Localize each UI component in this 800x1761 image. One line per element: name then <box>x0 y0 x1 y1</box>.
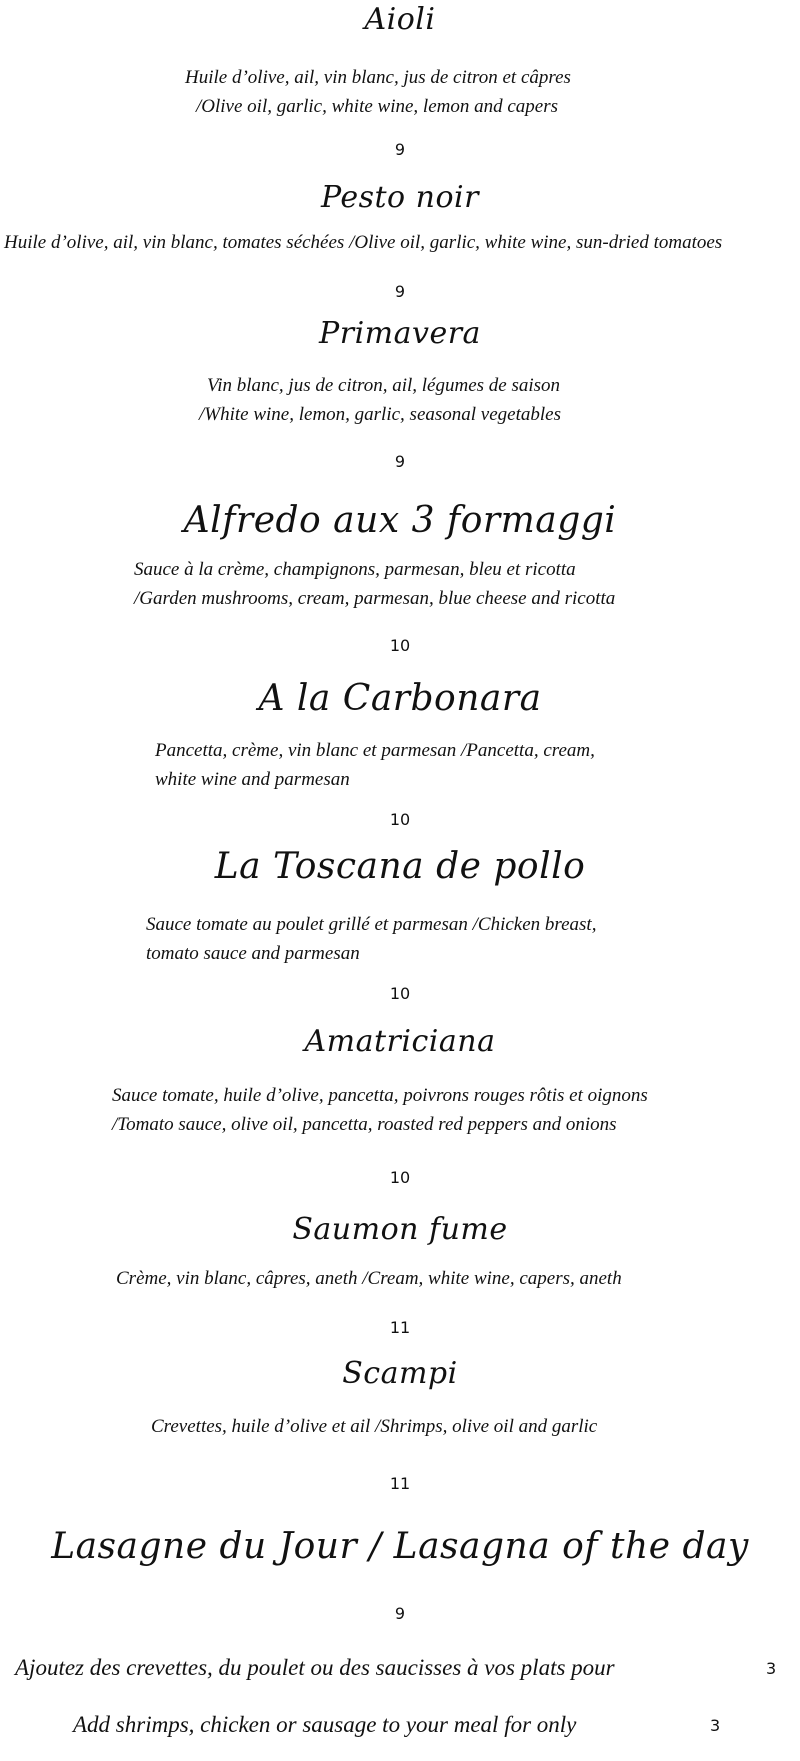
dish-title-pesto-noir: Pesto noir <box>321 180 479 215</box>
dish-title-primavera: Primavera <box>319 316 481 351</box>
supplement-note-fr: Ajoutez des crevettes, du poulet ou des saucisses à vos plats pour <box>15 1655 615 1680</box>
dish-title-carbonara: A la Carbonara <box>258 678 542 719</box>
supplement-note-en: Add shrimps, chicken or sausage to your meal for only <box>73 1712 577 1737</box>
dish-description-line: /Tomato sauce, olive oil, pancetta, roasted red peppers and onions <box>112 1114 617 1135</box>
dish-price: 9 <box>394 282 406 301</box>
dish-title-scampi: Scampi <box>342 1356 458 1391</box>
dish-description-line: tomato sauce and parmesan <box>146 943 360 964</box>
dish-description-line: /Olive oil, garlic, white wine, lemon and capers <box>196 96 559 117</box>
dish-price: 9 <box>394 452 406 471</box>
dish-description-line: Huile d’olive, ail, vin blanc, jus de citron et câpres <box>185 67 571 88</box>
supplement-price-en: 3 <box>710 1716 721 1735</box>
dish-title-lasagne: Lasagne du Jour / Lasagna of the day <box>51 1526 749 1567</box>
dish-description-line: Crevettes, huile d’olive et ail /Shrimps, olive oil and garlic <box>151 1416 598 1437</box>
dish-description-line: Pancetta, crème, vin blanc et parmesan /Pancetta, cream, <box>155 740 595 761</box>
dish-description-line: /White wine, lemon, garlic, seasonal vegetables <box>199 404 561 425</box>
dish-description-line: Sauce tomate au poulet grillé et parmesan /Chicken breast, <box>146 914 597 935</box>
dish-price: 11 <box>389 1474 411 1493</box>
dish-price: 11 <box>389 1318 411 1337</box>
dish-price: 10 <box>389 636 411 655</box>
dish-price: 9 <box>394 140 406 159</box>
dish-description-line: Sauce tomate, huile d’olive, pancetta, poivrons rouges rôtis et oignons <box>112 1085 648 1106</box>
dish-description-line: white wine and parmesan <box>155 769 350 790</box>
dish-price: 10 <box>389 1168 411 1187</box>
dish-description-line: /Garden mushrooms, cream, parmesan, blue cheese and ricotta <box>134 588 616 609</box>
dish-description-line: Sauce à la crème, champignons, parmesan, bleu et ricotta <box>134 559 576 580</box>
dish-title-saumon-fume: Saumon fume <box>292 1212 508 1247</box>
dish-price: 9 <box>394 1604 406 1623</box>
dish-title-alfredo: Alfredo aux 3 formaggi <box>183 500 617 541</box>
dish-description-line: Crème, vin blanc, câpres, aneth /Cream, white wine, capers, aneth <box>116 1268 622 1289</box>
dish-title-toscana: La Toscana de pollo <box>214 846 586 887</box>
dish-description-line: Vin blanc, jus de citron, ail, légumes de saison <box>207 375 561 396</box>
dish-title-amatriciana: Amatriciana <box>304 1024 496 1059</box>
dish-description-line: Huile d’olive, ail, vin blanc, tomates séchées /Olive oil, garlic, white wine, sun-dried tomatoes <box>4 232 723 253</box>
dish-title-aioli: Aioli <box>364 2 436 37</box>
dish-price: 10 <box>389 810 411 829</box>
supplement-price-fr: 3 <box>766 1659 777 1678</box>
dish-price: 10 <box>389 984 411 1003</box>
